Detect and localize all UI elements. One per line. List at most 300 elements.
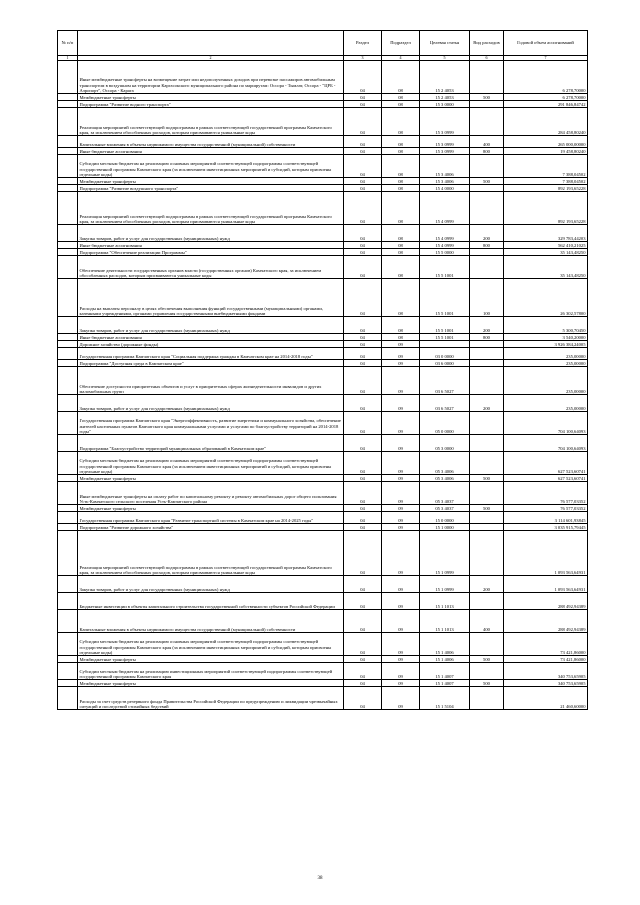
table-row [58, 576, 588, 593]
header-target: Целевая статья [420, 31, 470, 56]
podrazdel-cell: 08 [382, 279, 420, 317]
target-cell: 15 3 4006 [420, 178, 470, 185]
name-cell: Иные бюджетные ассигнования [78, 148, 344, 155]
razdel-cell: 04 [344, 435, 382, 452]
podrazdel-cell: 09 [382, 475, 420, 482]
target-cell: 15 1 0000 [420, 524, 470, 531]
table-row [58, 452, 588, 475]
index-cell: 2 [78, 56, 344, 61]
target-cell: 15 1 0999 [420, 531, 470, 576]
table-row [58, 101, 588, 108]
podrazdel-cell: 08 [382, 136, 420, 148]
num-cell [58, 279, 78, 317]
sum-cell: 291 846,84742 [504, 101, 588, 108]
podrazdel-cell: 09 [382, 348, 420, 360]
name-cell: Закупка товаров, работ и услуг для государственных (муниципальных) нужд [78, 225, 344, 242]
target-cell: 15 3 0999 [420, 108, 470, 136]
name-cell: Реализация мероприятий соответствующей подпрограммы в рамках соответствующей государственной программы Камчатского края, за исключением обособленных расходов, которым присваиваются уникальные коды [78, 531, 344, 576]
razdel-cell: 04 [344, 367, 382, 395]
expense-type-cell [470, 663, 504, 680]
target-cell: 15 4 0999 [420, 192, 470, 225]
podrazdel-cell: 08 [382, 94, 420, 101]
podrazdel-cell: 08 [382, 185, 420, 192]
podrazdel-cell: 09 [382, 367, 420, 395]
podrazdel-cell: 08 [382, 178, 420, 185]
podrazdel-cell: 09 [382, 656, 420, 663]
num-cell [58, 435, 78, 452]
table-row [58, 435, 588, 452]
num-cell [58, 61, 78, 94]
table-row [58, 317, 588, 334]
sum-cell: 235,00000 [504, 367, 588, 395]
target-cell: 05 3 4006 [420, 452, 470, 475]
num-cell [58, 663, 78, 680]
num-cell [58, 108, 78, 136]
target-cell: 15 4 0000 [420, 185, 470, 192]
header-razdel: Раздел [344, 31, 382, 56]
name-cell: Реализация мероприятий соответствующей подпрограммы в рамках соответствующей государственной программы Камчатского края, за исключением обособленных расходов, которым присваиваются уникальные коды [78, 108, 344, 136]
expense-type-cell [470, 256, 504, 279]
target-cell: 15 1 1013 [420, 593, 470, 610]
num-cell [58, 192, 78, 225]
name-cell: Государственная программа Камчатского края "Развитие транспортной системы в Камчатском крае на 2014-2025 годы" [78, 512, 344, 524]
table-row [58, 512, 588, 524]
target-cell: 05 3 4006 [420, 475, 470, 482]
razdel-cell: 04 [344, 610, 382, 633]
sum-cell: 35 143,48250 [504, 249, 588, 256]
name-cell: Иные межбюджетные трансферты на оплату работ по капитальному ремонту и ремонту автомобильных дорог общего пользования Усть-Камчатского сельского поселения Усть-Камчатского района [78, 482, 344, 505]
sum-cell: 73 421,86000 [504, 656, 588, 663]
razdel-cell: 04 [344, 656, 382, 663]
name-cell: Бюджетные инвестиции в объекты капитального строительства государственной собственности субъектов Российской Федерации [78, 593, 344, 610]
table-row [58, 249, 588, 256]
expense-type-cell [470, 108, 504, 136]
num-cell [58, 512, 78, 524]
num-cell [58, 334, 78, 341]
table-row [58, 524, 588, 531]
podrazdel-cell: 09 [382, 512, 420, 524]
table-row [58, 148, 588, 155]
expense-type-cell [470, 367, 504, 395]
sum-cell: 3 926 384,24005 [504, 341, 588, 348]
expense-type-cell: 500 [470, 178, 504, 185]
sum-cell: 704 100,64093 [504, 435, 588, 452]
target-cell: 03 6 0000 [420, 360, 470, 367]
sum-cell: 35 143,48250 [504, 256, 588, 279]
num-cell [58, 155, 78, 178]
target-cell: 05 0 0000 [420, 412, 470, 435]
expense-type-cell: 500 [470, 680, 504, 687]
razdel-cell: 04 [344, 61, 382, 94]
num-cell [58, 360, 78, 367]
index-cell: 3 [344, 56, 382, 61]
target-cell: 15 3 4006 [420, 155, 470, 178]
razdel-cell: 04 [344, 505, 382, 512]
razdel-cell: 04 [344, 663, 382, 680]
num-cell [58, 412, 78, 435]
podrazdel-cell: 09 [382, 412, 420, 435]
expense-type-cell: 400 [470, 136, 504, 148]
header-podrazdel: Подраздел [382, 31, 420, 56]
table-row [58, 348, 588, 360]
name-cell: Межбюджетные трансферты [78, 475, 344, 482]
table-row [58, 94, 588, 101]
table-header [58, 31, 588, 56]
num-cell [58, 505, 78, 512]
num-cell [58, 136, 78, 148]
razdel-cell: 04 [344, 178, 382, 185]
expense-type-cell [470, 435, 504, 452]
num-cell [58, 94, 78, 101]
table-row [58, 663, 588, 680]
table-row [58, 531, 588, 576]
num-cell [58, 656, 78, 663]
num-cell [58, 317, 78, 334]
target-cell: 03 0 0000 [420, 348, 470, 360]
sum-cell: 235,00000 [504, 348, 588, 360]
target-cell: 15 3 0000 [420, 101, 470, 108]
razdel-cell: 04 [344, 148, 382, 155]
target-cell: 05 3 4037 [420, 482, 470, 505]
razdel-cell: 04 [344, 192, 382, 225]
num-cell [58, 531, 78, 576]
name-cell: Подпрограмма "Развитие водного транспорта" [78, 101, 344, 108]
table-row [58, 279, 588, 317]
razdel-cell: 04 [344, 524, 382, 531]
table-row [58, 656, 588, 663]
num-cell [58, 148, 78, 155]
expense-type-cell [470, 360, 504, 367]
podrazdel-cell: 09 [382, 687, 420, 710]
name-cell: Государственная программа Камчатского края "Энергоэффективность, развитие энергетики и коммунального хозяйства, обеспечение жителей населенных пунктов Камчатского края коммунальными услугами и услугами по благоустройству территорий на 2014-2018 годы" [78, 412, 344, 435]
target-cell: 15 5 1001 [420, 279, 470, 317]
name-cell: Обеспечение деятельности государственных органов власти (государственных органов) Камчатского края, за исключением обособленных расходов, которым присваиваются уникальные коды [78, 256, 344, 279]
table-row [58, 633, 588, 656]
expense-type-cell [470, 531, 504, 576]
num-cell [58, 576, 78, 593]
target-cell: 15 5 1001 [420, 256, 470, 279]
razdel-cell: 04 [344, 334, 382, 341]
name-cell: Обеспечение доступности приоритетных объектов и услуг в приоритетных сферах жизнедеятельности инвалидов и других маломобильных групп [78, 367, 344, 395]
target-cell: 15 5 1001 [420, 334, 470, 341]
sum-cell: 892 193,65228 [504, 185, 588, 192]
sum-cell: 1 093 563,64931 [504, 576, 588, 593]
sum-cell: 562 410,21025 [504, 242, 588, 249]
expense-type-cell [470, 341, 504, 348]
num-cell [58, 101, 78, 108]
sum-cell: 19 458,80240 [504, 148, 588, 155]
target-cell: 15 2 4053 [420, 61, 470, 94]
target-cell: 15 0 0000 [420, 512, 470, 524]
expense-type-cell: 200 [470, 576, 504, 593]
target-cell: 05 3 0000 [420, 435, 470, 452]
budget-table [57, 30, 588, 710]
expense-type-cell [470, 61, 504, 94]
razdel-cell: 04 [344, 155, 382, 178]
podrazdel-cell: 09 [382, 360, 420, 367]
index-cell: 6 [470, 56, 504, 61]
expense-type-cell: 500 [470, 94, 504, 101]
sum-cell: 627 523,60741 [504, 452, 588, 475]
podrazdel-cell: 08 [382, 225, 420, 242]
sum-cell: 3 540,20000 [504, 334, 588, 341]
expense-type-cell: 800 [470, 334, 504, 341]
target-cell: 03 6 5027 [420, 367, 470, 395]
target-cell: 05 3 4037 [420, 505, 470, 512]
header-sum: Годовой объем ассигнований [504, 31, 588, 56]
num-cell [58, 482, 78, 505]
sum-cell: 7 388,04502 [504, 155, 588, 178]
name-cell: Иные бюджетные ассигнования [78, 242, 344, 249]
expense-type-cell [470, 633, 504, 656]
expense-type-cell: 800 [470, 242, 504, 249]
name-cell: Подпрограмма "Доступная среда в Камчатском крае" [78, 360, 344, 367]
header-name [78, 31, 344, 56]
razdel-cell: 04 [344, 108, 382, 136]
podrazdel-cell: 09 [382, 341, 420, 348]
expense-type-cell: 500 [470, 656, 504, 663]
sum-cell: 21 460,60000 [504, 687, 588, 710]
target-cell: 15 5 0000 [420, 249, 470, 256]
podrazdel-cell: 08 [382, 256, 420, 279]
sum-cell: 1 093 563,64931 [504, 531, 588, 576]
podrazdel-cell: 08 [382, 334, 420, 341]
name-cell: Расходы за счет средств резервного фонда Правительства Российской Федерации по предупреждению и ликвидации чрезвычайных ситуаций и последствий стихийных бедствий [78, 687, 344, 710]
razdel-cell: 04 [344, 101, 382, 108]
num-cell [58, 687, 78, 710]
target-cell: 15 1 1013 [420, 610, 470, 633]
num-cell [58, 249, 78, 256]
sum-cell: 235,00000 [504, 360, 588, 367]
num-cell [58, 524, 78, 531]
sum-cell: 284 458,80240 [504, 108, 588, 136]
table-row [58, 108, 588, 136]
name-cell: Подпрограмма "Развитие дорожного хозяйства" [78, 524, 344, 531]
expense-type-cell: 200 [470, 317, 504, 334]
table-row [58, 155, 588, 178]
razdel-cell: 04 [344, 680, 382, 687]
razdel-cell: 04 [344, 412, 382, 435]
header-expense-type: Вид расходов [470, 31, 504, 56]
razdel-cell: 04 [344, 185, 382, 192]
name-cell: Иные бюджетные ассигнования [78, 334, 344, 341]
razdel-cell: 04 [344, 256, 382, 279]
podrazdel-cell: 09 [382, 505, 420, 512]
name-cell: Подпрограмма "Благоустройство территорий муниципальных образований в Камчатском крае" [78, 435, 344, 452]
num-cell [58, 395, 78, 412]
name-cell: Подпрограмма "Обеспечение реализации Программы" [78, 249, 344, 256]
sum-cell: 288 492,94389 [504, 610, 588, 633]
table-row [58, 395, 588, 412]
page-number: 38 [317, 876, 323, 881]
sum-cell: 235,00000 [504, 395, 588, 412]
podrazdel-cell: 08 [382, 148, 420, 155]
table-row [58, 412, 588, 435]
expense-type-cell [470, 482, 504, 505]
name-cell: Субсидии местным бюджетам на реализацию основных мероприятий соответствующей подпрограммы соответствующей государственной программы Камчатского края (за исключением инвестиционных мероприятий и субсидий, которым присвоены отдельные коды) [78, 452, 344, 475]
target-cell [420, 341, 470, 348]
num-cell [58, 680, 78, 687]
table-row [58, 610, 588, 633]
sum-cell: 627 523,60741 [504, 475, 588, 482]
name-cell: Субсидии местным бюджетам на реализацию основных мероприятий соответствующей подпрограммы соответствующей государственной программы Камчатского края (за исключением инвестиционных мероприятий и субсидий, которым присвоены отдельные коды) [78, 155, 344, 178]
num-cell [58, 610, 78, 633]
razdel-cell: 04 [344, 452, 382, 475]
sum-cell: 288 492,94389 [504, 593, 588, 610]
razdel-cell: 04 [344, 348, 382, 360]
table-row [58, 475, 588, 482]
sum-cell: 5 300,70450 [504, 317, 588, 334]
index-cell: 1 [58, 56, 78, 61]
sum-cell: 329 783,44203 [504, 225, 588, 242]
expense-type-cell [470, 593, 504, 610]
target-cell: 15 1 5104 [420, 687, 470, 710]
expense-type-cell: 500 [470, 475, 504, 482]
sum-cell: 7 388,04502 [504, 178, 588, 185]
name-cell: Капитальные вложения в объекты недвижимого имущества государственной (муниципальной) собственности [78, 610, 344, 633]
table-row [58, 505, 588, 512]
target-cell: 15 1 4006 [420, 656, 470, 663]
name-cell: Закупка товаров, работ и услуг для государственных (муниципальных) нужд [78, 576, 344, 593]
sum-cell: 76 577,03352 [504, 482, 588, 505]
expense-type-cell [470, 348, 504, 360]
expense-type-cell [470, 249, 504, 256]
podrazdel-cell: 09 [382, 576, 420, 593]
podrazdel-cell: 08 [382, 242, 420, 249]
num-cell [58, 225, 78, 242]
table-row [58, 593, 588, 610]
table-row [58, 482, 588, 505]
target-cell: 15 3 0999 [420, 136, 470, 148]
target-cell: 03 6 5027 [420, 395, 470, 412]
podrazdel-cell: 08 [382, 249, 420, 256]
num-cell [58, 242, 78, 249]
num-cell [58, 452, 78, 475]
sum-cell: 265 000,00000 [504, 136, 588, 148]
sum-cell: 6 278,70000 [504, 94, 588, 101]
sum-cell: 3 035 915,79445 [504, 524, 588, 531]
sum-cell: 73 421,86000 [504, 633, 588, 656]
num-cell [58, 178, 78, 185]
razdel-cell: 04 [344, 576, 382, 593]
expense-type-cell: 500 [470, 505, 504, 512]
razdel-cell: 04 [344, 225, 382, 242]
podrazdel-cell: 09 [382, 531, 420, 576]
razdel-cell: 04 [344, 395, 382, 412]
name-cell: Государственная программа Камчатского края "Социальная поддержка граждан в Камчатском крае на 2014-2018 годы" [78, 348, 344, 360]
sum-cell: 26 302,57800 [504, 279, 588, 317]
razdel-cell: 04 [344, 593, 382, 610]
name-cell: Капитальные вложения в объекты недвижимого имущества государственной (муниципальной) собственности [78, 136, 344, 148]
expense-type-cell: 200 [470, 395, 504, 412]
razdel-cell: 04 [344, 249, 382, 256]
expense-type-cell [470, 524, 504, 531]
name-cell: Подпрограмма "Развитие воздушного транспорта" [78, 185, 344, 192]
index-cell: 7 [504, 56, 588, 61]
podrazdel-cell: 09 [382, 633, 420, 656]
razdel-cell: 04 [344, 136, 382, 148]
target-cell: 15 1 4006 [420, 633, 470, 656]
name-cell: Межбюджетные трансферты [78, 656, 344, 663]
podrazdel-cell: 08 [382, 155, 420, 178]
expense-type-cell [470, 185, 504, 192]
table-row [58, 178, 588, 185]
podrazdel-cell: 09 [382, 593, 420, 610]
table-row [58, 360, 588, 367]
razdel-cell: 04 [344, 482, 382, 505]
name-cell: Межбюджетные трансферты [78, 505, 344, 512]
num-cell [58, 593, 78, 610]
razdel-cell: 04 [344, 341, 382, 348]
sum-cell: 76 577,03352 [504, 505, 588, 512]
podrazdel-cell: 08 [382, 317, 420, 334]
num-cell [58, 348, 78, 360]
num-cell [58, 475, 78, 482]
razdel-cell: 04 [344, 633, 382, 656]
name-cell: Субсидии местным бюджетам на реализацию инвестиционных мероприятий соответствующей подпрограммы соответствующей государственной программы Камчатского края [78, 663, 344, 680]
razdel-cell: 04 [344, 531, 382, 576]
name-cell: Расходы на выплаты персоналу в целях обеспечения выполнения функций государственными (муниципальными) органами, казенными учреждениями, органами управления государственными внебюджетными фондами [78, 279, 344, 317]
target-cell: 15 3 0999 [420, 148, 470, 155]
table-row [58, 367, 588, 395]
expense-type-cell [470, 192, 504, 225]
num-cell [58, 341, 78, 348]
expense-type-cell [470, 412, 504, 435]
razdel-cell: 04 [344, 475, 382, 482]
table-row [58, 185, 588, 192]
expense-type-cell [470, 101, 504, 108]
sum-cell: 704 100,64093 [504, 412, 588, 435]
name-cell: Межбюджетные трансферты [78, 94, 344, 101]
razdel-cell: 04 [344, 687, 382, 710]
razdel-cell: 04 [344, 512, 382, 524]
index-cell: 4 [382, 56, 420, 61]
podrazdel-cell: 09 [382, 482, 420, 505]
podrazdel-cell: 09 [382, 395, 420, 412]
podrazdel-cell: 09 [382, 663, 420, 680]
index-cell: 5 [420, 56, 470, 61]
expense-type-cell: 100 [470, 279, 504, 317]
target-cell: 15 5 1001 [420, 317, 470, 334]
table-row [58, 242, 588, 249]
expense-type-cell: 400 [470, 610, 504, 633]
table-body [58, 61, 588, 710]
razdel-cell: 04 [344, 94, 382, 101]
razdel-cell: 04 [344, 242, 382, 249]
table-row [58, 192, 588, 225]
table-row [58, 680, 588, 687]
header-num: № п/п [58, 31, 78, 56]
target-cell: 15 2 4053 [420, 94, 470, 101]
sum-cell: 340 753,65905 [504, 663, 588, 680]
name-cell: Закупка товаров, работ и услуг для государственных (муниципальных) нужд [78, 395, 344, 412]
num-cell [58, 185, 78, 192]
expense-type-cell [470, 452, 504, 475]
table-row [58, 334, 588, 341]
podrazdel-cell: 09 [382, 610, 420, 633]
table-row [58, 225, 588, 242]
sum-cell: 892 193,65228 [504, 192, 588, 225]
podrazdel-cell: 08 [382, 61, 420, 94]
target-cell: 15 4 0999 [420, 225, 470, 242]
name-cell: Иные межбюджетные трансферты на возмещение затрат или недополученных доходов при перевозке пассажиров автомобильным транспортом в воздушном на территории Каргасокского муниципального района по маршрутам: Оссора - Тымлат, Оссора - "ЦРБ - Аэропорт", Оссора - Карага [78, 61, 344, 94]
podrazdel-cell: 09 [382, 524, 420, 531]
name-cell: Закупка товаров, работ и услуг для государственных (муниципальных) нужд [78, 317, 344, 334]
num-cell [58, 367, 78, 395]
podrazdel-cell: 09 [382, 680, 420, 687]
expense-type-cell [470, 512, 504, 524]
document-page [57, 30, 587, 710]
